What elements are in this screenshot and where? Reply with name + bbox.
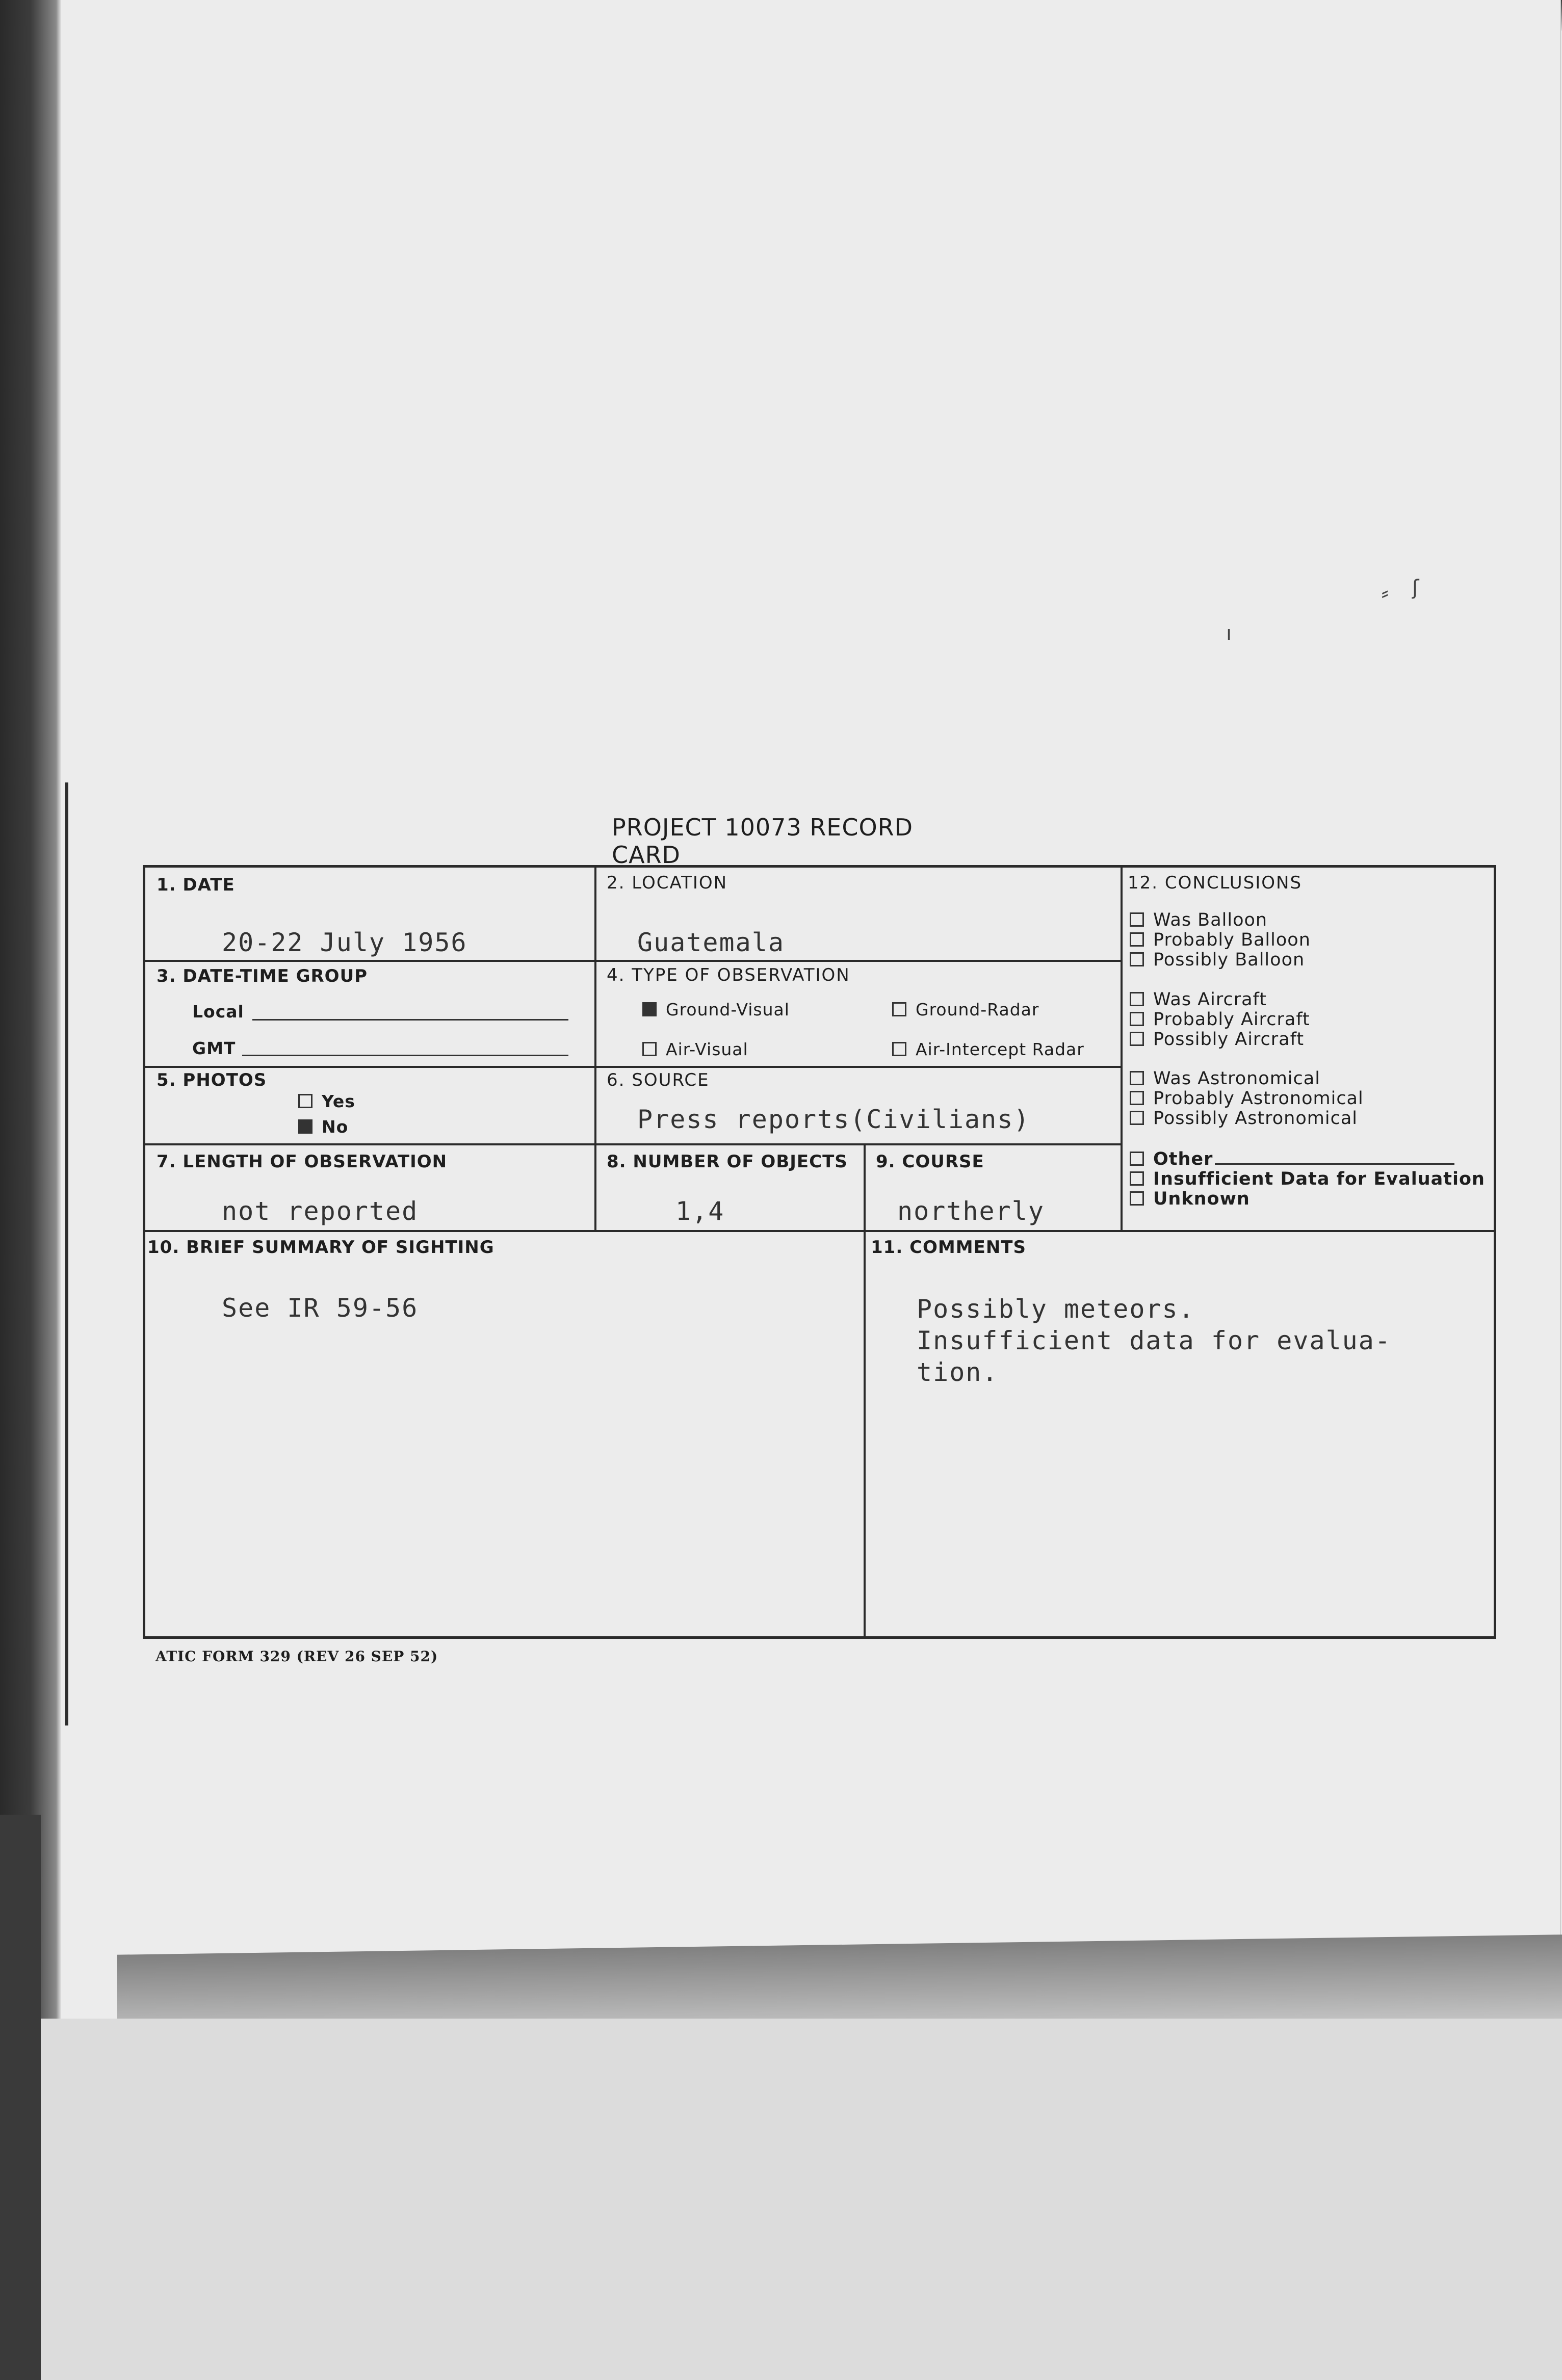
air-visual-option[interactable] [642,1039,748,1059]
card-title: PROJECT 10073 RECORD CARD [612,814,914,869]
checkbox-icon [1130,912,1144,927]
length-of-observation-cell [145,1145,596,1232]
conclusion-probably-astronomical[interactable] [1130,1089,1364,1109]
summary-label: 10. BRIEF SUMMARY OF SIGHTING [147,1237,494,1258]
checked-checkbox-icon [642,1002,657,1016]
background-lower [0,2019,1562,2380]
gmt-label: GMT [192,1038,236,1058]
ground-radar-option[interactable] [892,1000,1039,1019]
local-field[interactable] [252,1019,568,1021]
source-value: Press reports(Civilians) [637,1105,1030,1134]
pen-mark: ⸗ [1382,581,1389,605]
conclusions-group-astronomical [1130,1069,1364,1129]
checkbox-icon [1130,932,1144,947]
air-intercept-radar-label: Air-Intercept Radar [916,1039,1084,1059]
comments-line: tion. [917,1357,999,1387]
photos-yes-label: Yes [322,1091,355,1111]
conclusions-label: 12. CONCLUSIONS [1128,873,1303,893]
air-visual-label: Air-Visual [666,1039,748,1059]
comments-text [917,1293,1391,1388]
course-cell [866,1145,1123,1232]
conclusions-group-other [1130,1149,1485,1209]
comments-line: Insufficient data for evalua- [917,1326,1391,1355]
record-card [143,865,1496,1639]
checkbox-icon [892,1002,906,1016]
gmt-field[interactable] [242,1055,568,1056]
ground-visual-option[interactable] [642,1000,790,1019]
length-of-observation-value: not reported [222,1196,419,1226]
date-time-group-cell [145,962,596,1068]
conclusion-possibly-aircraft[interactable] [1130,1030,1310,1050]
conclusion-was-astronomical[interactable] [1130,1069,1364,1089]
conclusion-was-balloon[interactable] [1130,910,1311,930]
checkbox-icon [642,1042,657,1056]
photos-no-label: No [322,1117,349,1137]
conclusion-label: Insufficient Data for Evaluation [1153,1169,1485,1189]
checkbox-icon [1130,952,1144,966]
checkbox-icon [1130,1171,1144,1186]
pen-mark: ʃ [1412,576,1419,599]
checkbox-icon [1130,1191,1144,1206]
date-label: 1. DATE [157,875,235,895]
checkbox-icon [1130,992,1144,1006]
summary-value: See IR 59-56 [222,1293,419,1323]
source-label: 6. SOURCE [607,1070,710,1090]
date-cell [145,868,596,962]
ground-radar-label: Ground-Radar [916,1000,1039,1019]
photos-label: 5. PHOTOS [157,1070,267,1090]
checked-checkbox-icon [298,1119,313,1134]
local-label: Local [192,1002,244,1022]
location-value: Guatemala [637,928,785,957]
conclusion-label: Probably Aircraft [1153,1009,1310,1030]
comments-cell [866,1232,1494,1636]
conclusion-unknown[interactable] [1130,1189,1485,1209]
number-of-objects-label: 8. NUMBER OF OBJECTS [607,1152,848,1172]
conclusion-possibly-astronomical[interactable] [1130,1109,1364,1129]
conclusion-label: Was Astronomical [1153,1068,1320,1089]
conclusion-probably-aircraft[interactable] [1130,1010,1310,1030]
course-value: northerly [897,1196,1045,1226]
conclusion-label: Probably Balloon [1153,930,1311,950]
checkbox-icon [1130,1032,1144,1046]
film-lower-edge [0,1815,41,2380]
checkbox-icon [892,1042,906,1056]
conclusion-was-aircraft[interactable] [1130,990,1310,1010]
checkbox-icon [1130,1152,1144,1166]
conclusion-label: Was Aircraft [1153,989,1267,1010]
checkbox-icon [1130,1091,1144,1105]
air-intercept-radar-option[interactable] [892,1039,1084,1059]
location-cell [596,868,1123,962]
comments-label: 11. COMMENTS [871,1237,1026,1258]
conclusion-label: Unknown [1153,1189,1250,1209]
form-footer: ATIC FORM 329 (REV 26 SEP 52) [155,1648,438,1665]
conclusions-cell [1123,868,1494,1232]
comments-line: Possibly meteors. [917,1294,1195,1324]
checkbox-icon [1130,1111,1144,1125]
date-time-group-label: 3. DATE-TIME GROUP [157,966,368,986]
photos-yes-option[interactable] [298,1091,355,1111]
conclusion-label: Possibly Aircraft [1153,1029,1305,1050]
pen-mark: ı [1226,622,1232,645]
checkbox-icon [1130,1012,1144,1026]
summary-cell [145,1232,866,1636]
conclusion-label: Possibly Astronomical [1153,1108,1358,1129]
photos-no-option[interactable] [298,1117,348,1137]
number-of-objects-cell [596,1145,866,1232]
conclusions-group-balloon [1130,910,1311,970]
other-field[interactable] [1215,1163,1454,1165]
number-of-objects-value: 1,4 [675,1196,725,1226]
conclusion-probably-balloon[interactable] [1130,930,1311,950]
conclusions-group-aircraft [1130,990,1310,1050]
type-of-observation-label: 4. TYPE OF OBSERVATION [607,965,850,985]
course-label: 9. COURSE [876,1152,984,1172]
source-cell [596,1068,1123,1145]
type-of-observation-cell [596,962,1123,1068]
conclusion-label: Other [1153,1149,1213,1169]
conclusion-other[interactable] [1130,1149,1485,1169]
conclusion-label: Probably Astronomical [1153,1088,1364,1109]
ground-visual-label: Ground-Visual [666,1000,790,1019]
photos-cell [145,1068,596,1145]
checkbox-icon [1130,1071,1144,1085]
checkbox-icon [298,1094,313,1108]
binding-line [65,782,68,1725]
length-of-observation-label: 7. LENGTH OF OBSERVATION [157,1152,448,1172]
location-label: 2. LOCATION [607,873,728,893]
conclusion-possibly-balloon[interactable] [1130,950,1311,970]
date-value: 20-22 July 1956 [222,928,467,957]
conclusion-label: Possibly Balloon [1153,950,1305,970]
conclusion-insufficient-data[interactable] [1130,1169,1485,1189]
conclusion-label: Was Balloon [1153,910,1268,930]
